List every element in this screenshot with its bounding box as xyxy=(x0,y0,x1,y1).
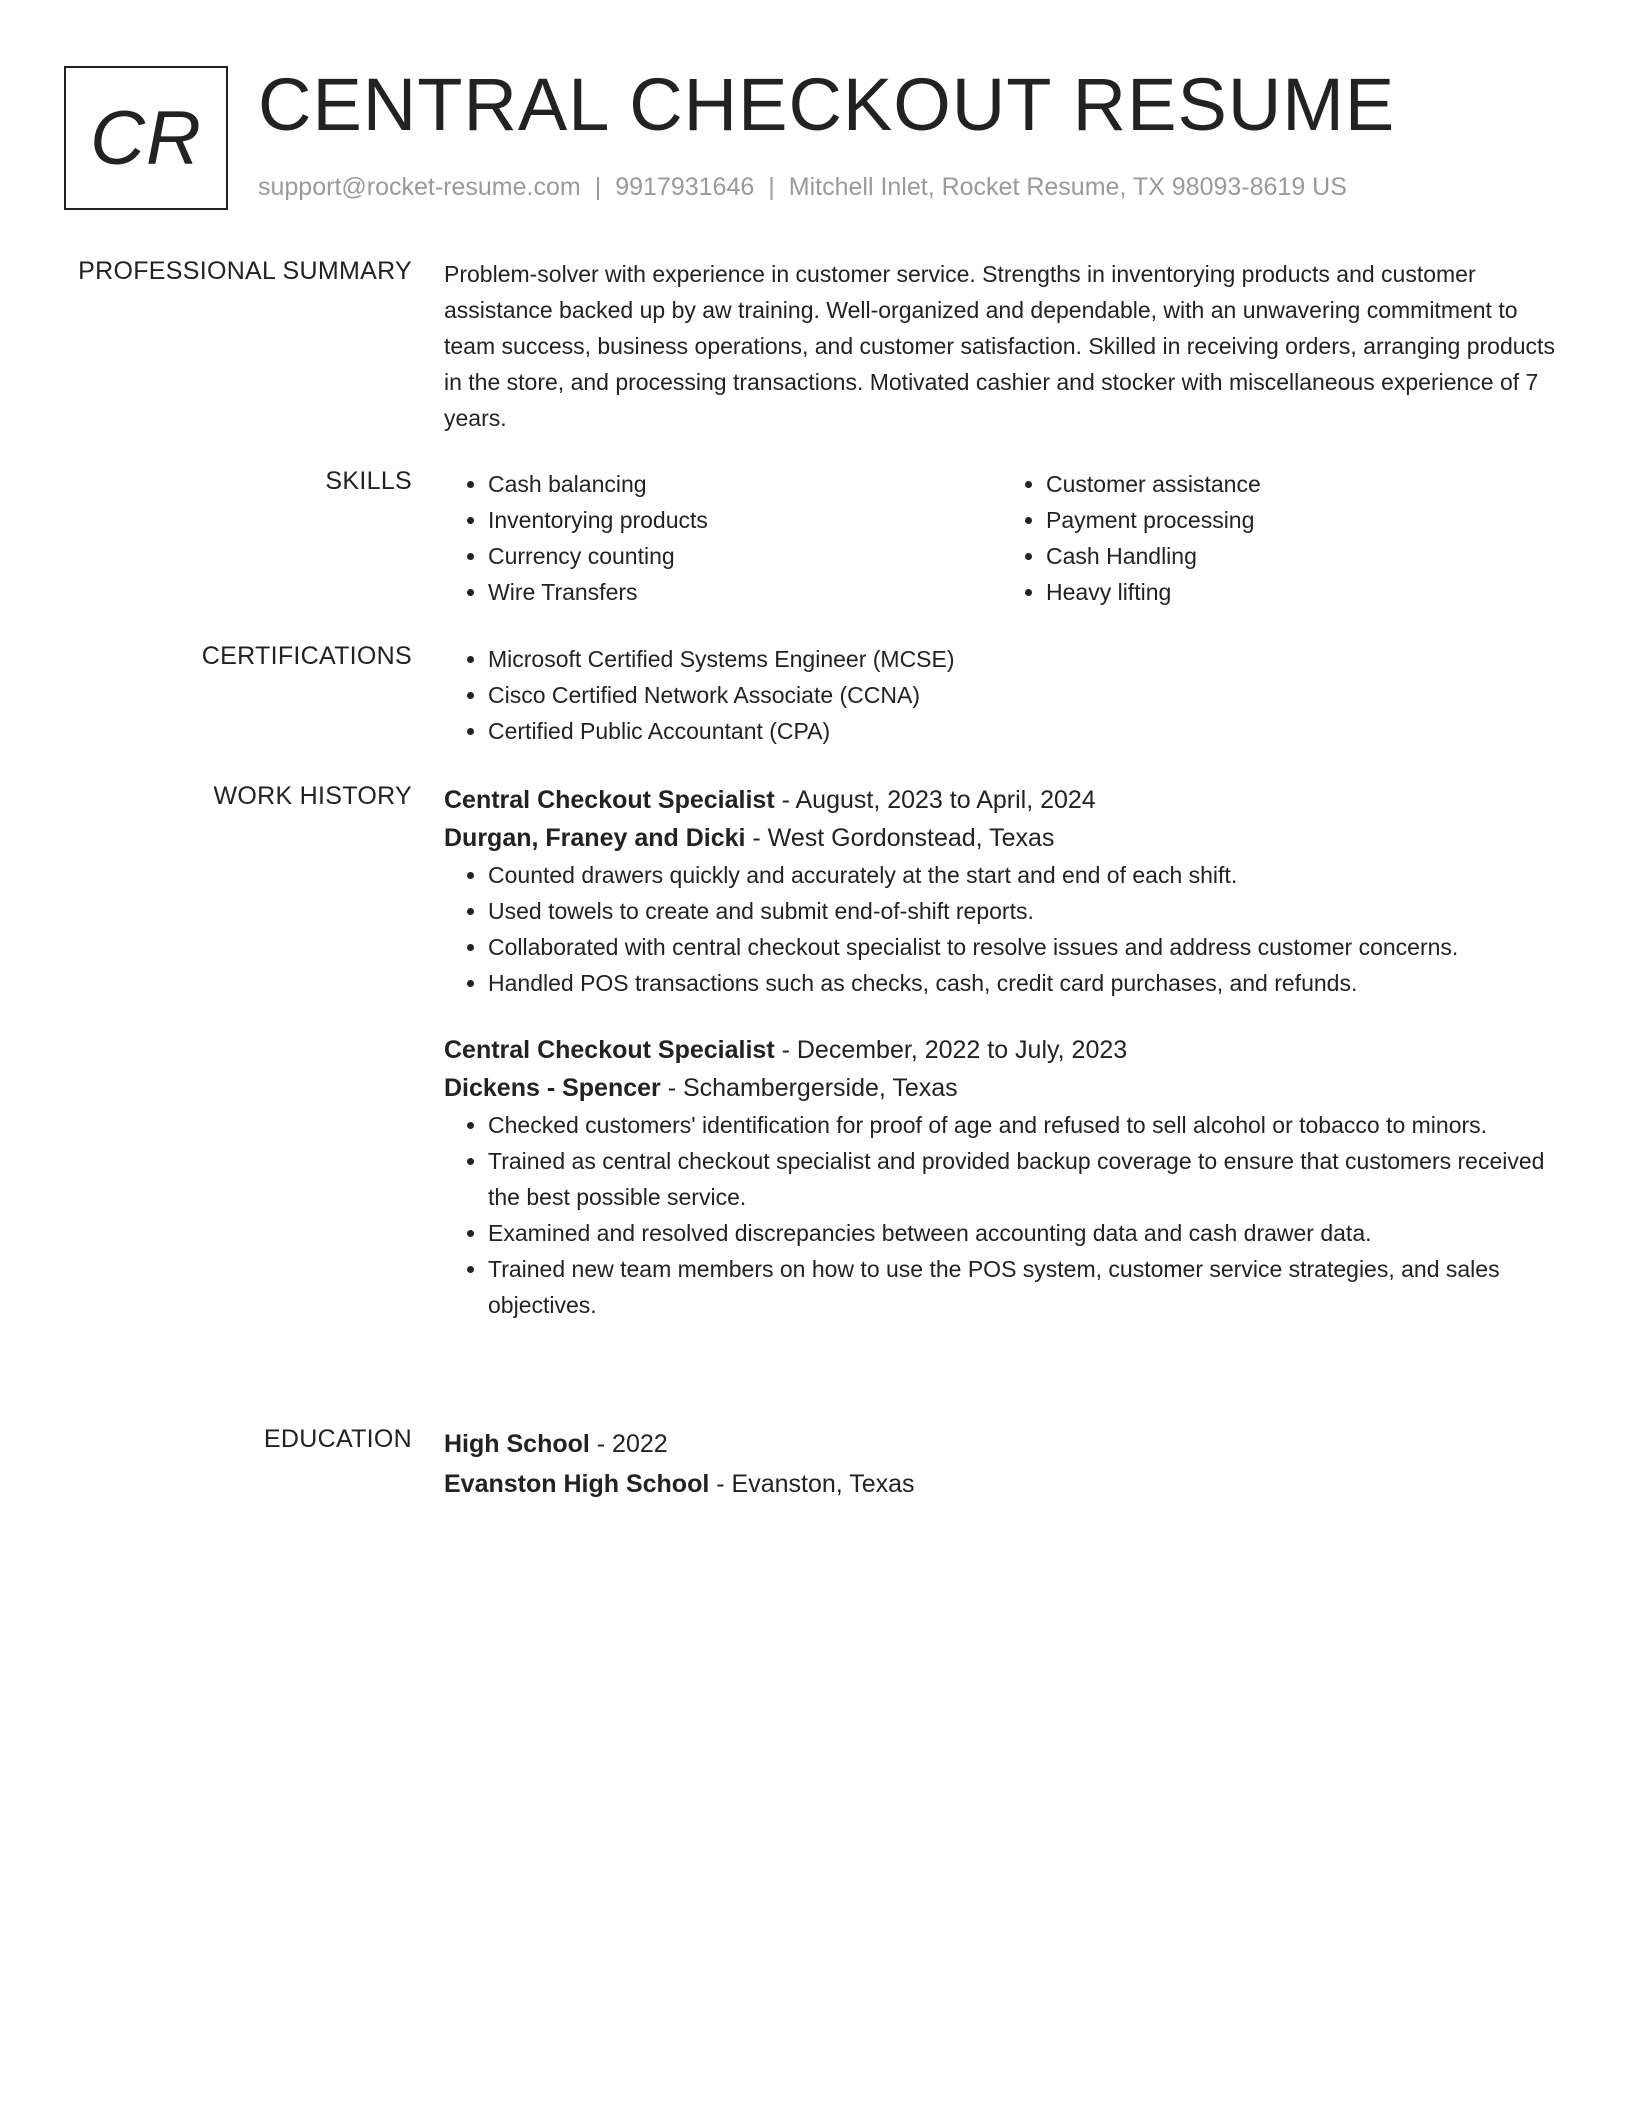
job-duty-item: • Examined and resolved discrepancies between accounting data and cash drawer data. xyxy=(488,1215,1560,1251)
job-company: Dickens - Spencer xyxy=(444,1074,661,1102)
skills-body xyxy=(444,466,1560,610)
contact-separator: | xyxy=(768,173,775,201)
skill-item: • Inventorying products xyxy=(488,502,1002,538)
job-company-line xyxy=(444,1069,1560,1107)
education-school: Evanston High School xyxy=(444,1470,710,1498)
skill-item: • Customer assistance xyxy=(1046,466,1560,502)
job-location: - Schambergerside, Texas xyxy=(660,1074,958,1102)
skill-item: • Cash balancing xyxy=(488,466,1002,502)
job-title-line xyxy=(444,781,1560,819)
education-location: - Evanston, Texas xyxy=(709,1470,915,1498)
job-duty-item: • Collaborated with central checkout specialist to resolve issues and address customer concerns. xyxy=(488,929,1560,965)
job-dates: - December, 2022 to July, 2023 xyxy=(774,1036,1128,1064)
certifications-heading: CERTIFICATIONS xyxy=(201,642,412,670)
certifications-body xyxy=(444,641,1560,749)
job-role: Central Checkout Specialist xyxy=(444,1036,775,1064)
contact-separator: | xyxy=(594,173,602,201)
job-company-line xyxy=(444,819,1560,857)
job-duty-item: • Checked customers' identification for proof of age and refused to sell alcohol or tobacco to minors. xyxy=(488,1107,1560,1143)
job-duty-item: • Used towels to create and submit end-of-shift reports. xyxy=(488,893,1560,929)
job-entry xyxy=(444,1031,1560,1323)
skill-item: • Cash Handling xyxy=(1046,538,1560,574)
job-duty-item: • Trained new team members on how to use the POS system, customer service strategies, and sales objectives. xyxy=(488,1251,1560,1323)
monogram-logo: CR xyxy=(64,66,228,210)
certification-item: • Certified Public Accountant (CPA) xyxy=(488,713,1560,749)
education-degree-line xyxy=(444,1424,1560,1464)
work-history-body xyxy=(444,781,1560,1323)
education-year: - 2022 xyxy=(589,1430,668,1458)
resume-title: CENTRAL CHECKOUT RESUME xyxy=(258,63,1396,146)
job-title-line xyxy=(444,1031,1560,1069)
job-duty-item: • Handled POS transactions such as checks, cash, credit card purchases, and refunds. xyxy=(488,965,1560,1001)
summary-heading: PROFESSIONAL SUMMARY xyxy=(78,257,412,285)
job-role: Central Checkout Specialist xyxy=(444,786,775,814)
skills-list-right xyxy=(1002,466,1560,610)
contact-address: Mitchell Inlet, Rocket Resume, TX 98093-8619 US xyxy=(788,173,1347,201)
skill-item: • Payment processing xyxy=(1046,502,1560,538)
education-heading: EDUCATION xyxy=(263,1425,412,1453)
skill-item: • Wire Transfers xyxy=(488,574,1002,610)
job-entry xyxy=(444,781,1560,1001)
job-duties-list xyxy=(444,857,1560,1001)
job-duties-list xyxy=(444,1107,1560,1323)
job-duty-item: • Counted drawers quickly and accurately at the start and end of each shift. xyxy=(488,857,1560,893)
job-company: Durgan, Franey and Dicki xyxy=(444,824,746,852)
contact-line xyxy=(258,172,1347,202)
education-school-line xyxy=(444,1464,1560,1504)
work-history-heading: WORK HISTORY xyxy=(213,782,412,810)
certification-item: • Microsoft Certified Systems Engineer (MCSE) xyxy=(488,641,1560,677)
contact-email[interactable]: support@rocket-resume.com xyxy=(258,173,581,201)
job-duty-item: • Trained as central checkout specialist and provided backup coverage to ensure that customers received the best possible service. xyxy=(488,1143,1560,1215)
skill-item: • Currency counting xyxy=(488,538,1002,574)
summary-text: Problem-solver with experience in customer service. Strengths in inventorying products and customer assistance backed up by aw training. Well-organized and dependable, with an unwavering commitment to team success, business operations, and customer satisfaction. Skilled in receiving orders, arranging products in the store, and processing transactions. Motivated cashier and stocker with miscellaneous experience of 7 years. xyxy=(444,261,1555,431)
contact-phone[interactable]: 9917931646 xyxy=(615,173,755,201)
summary-body xyxy=(444,256,1560,436)
job-location: - West Gordonstead, Texas xyxy=(745,824,1055,852)
certifications-list xyxy=(444,641,1560,749)
education-degree: High School xyxy=(444,1430,590,1458)
skill-item: • Heavy lifting xyxy=(1046,574,1560,610)
skills-list-left xyxy=(444,466,1002,610)
skills-heading: SKILLS xyxy=(325,467,412,495)
job-dates: - August, 2023 to April, 2024 xyxy=(774,786,1096,814)
education-body xyxy=(444,1424,1560,1504)
resume-header xyxy=(64,63,1584,210)
certification-item: • Cisco Certified Network Associate (CCNA) xyxy=(488,677,1560,713)
